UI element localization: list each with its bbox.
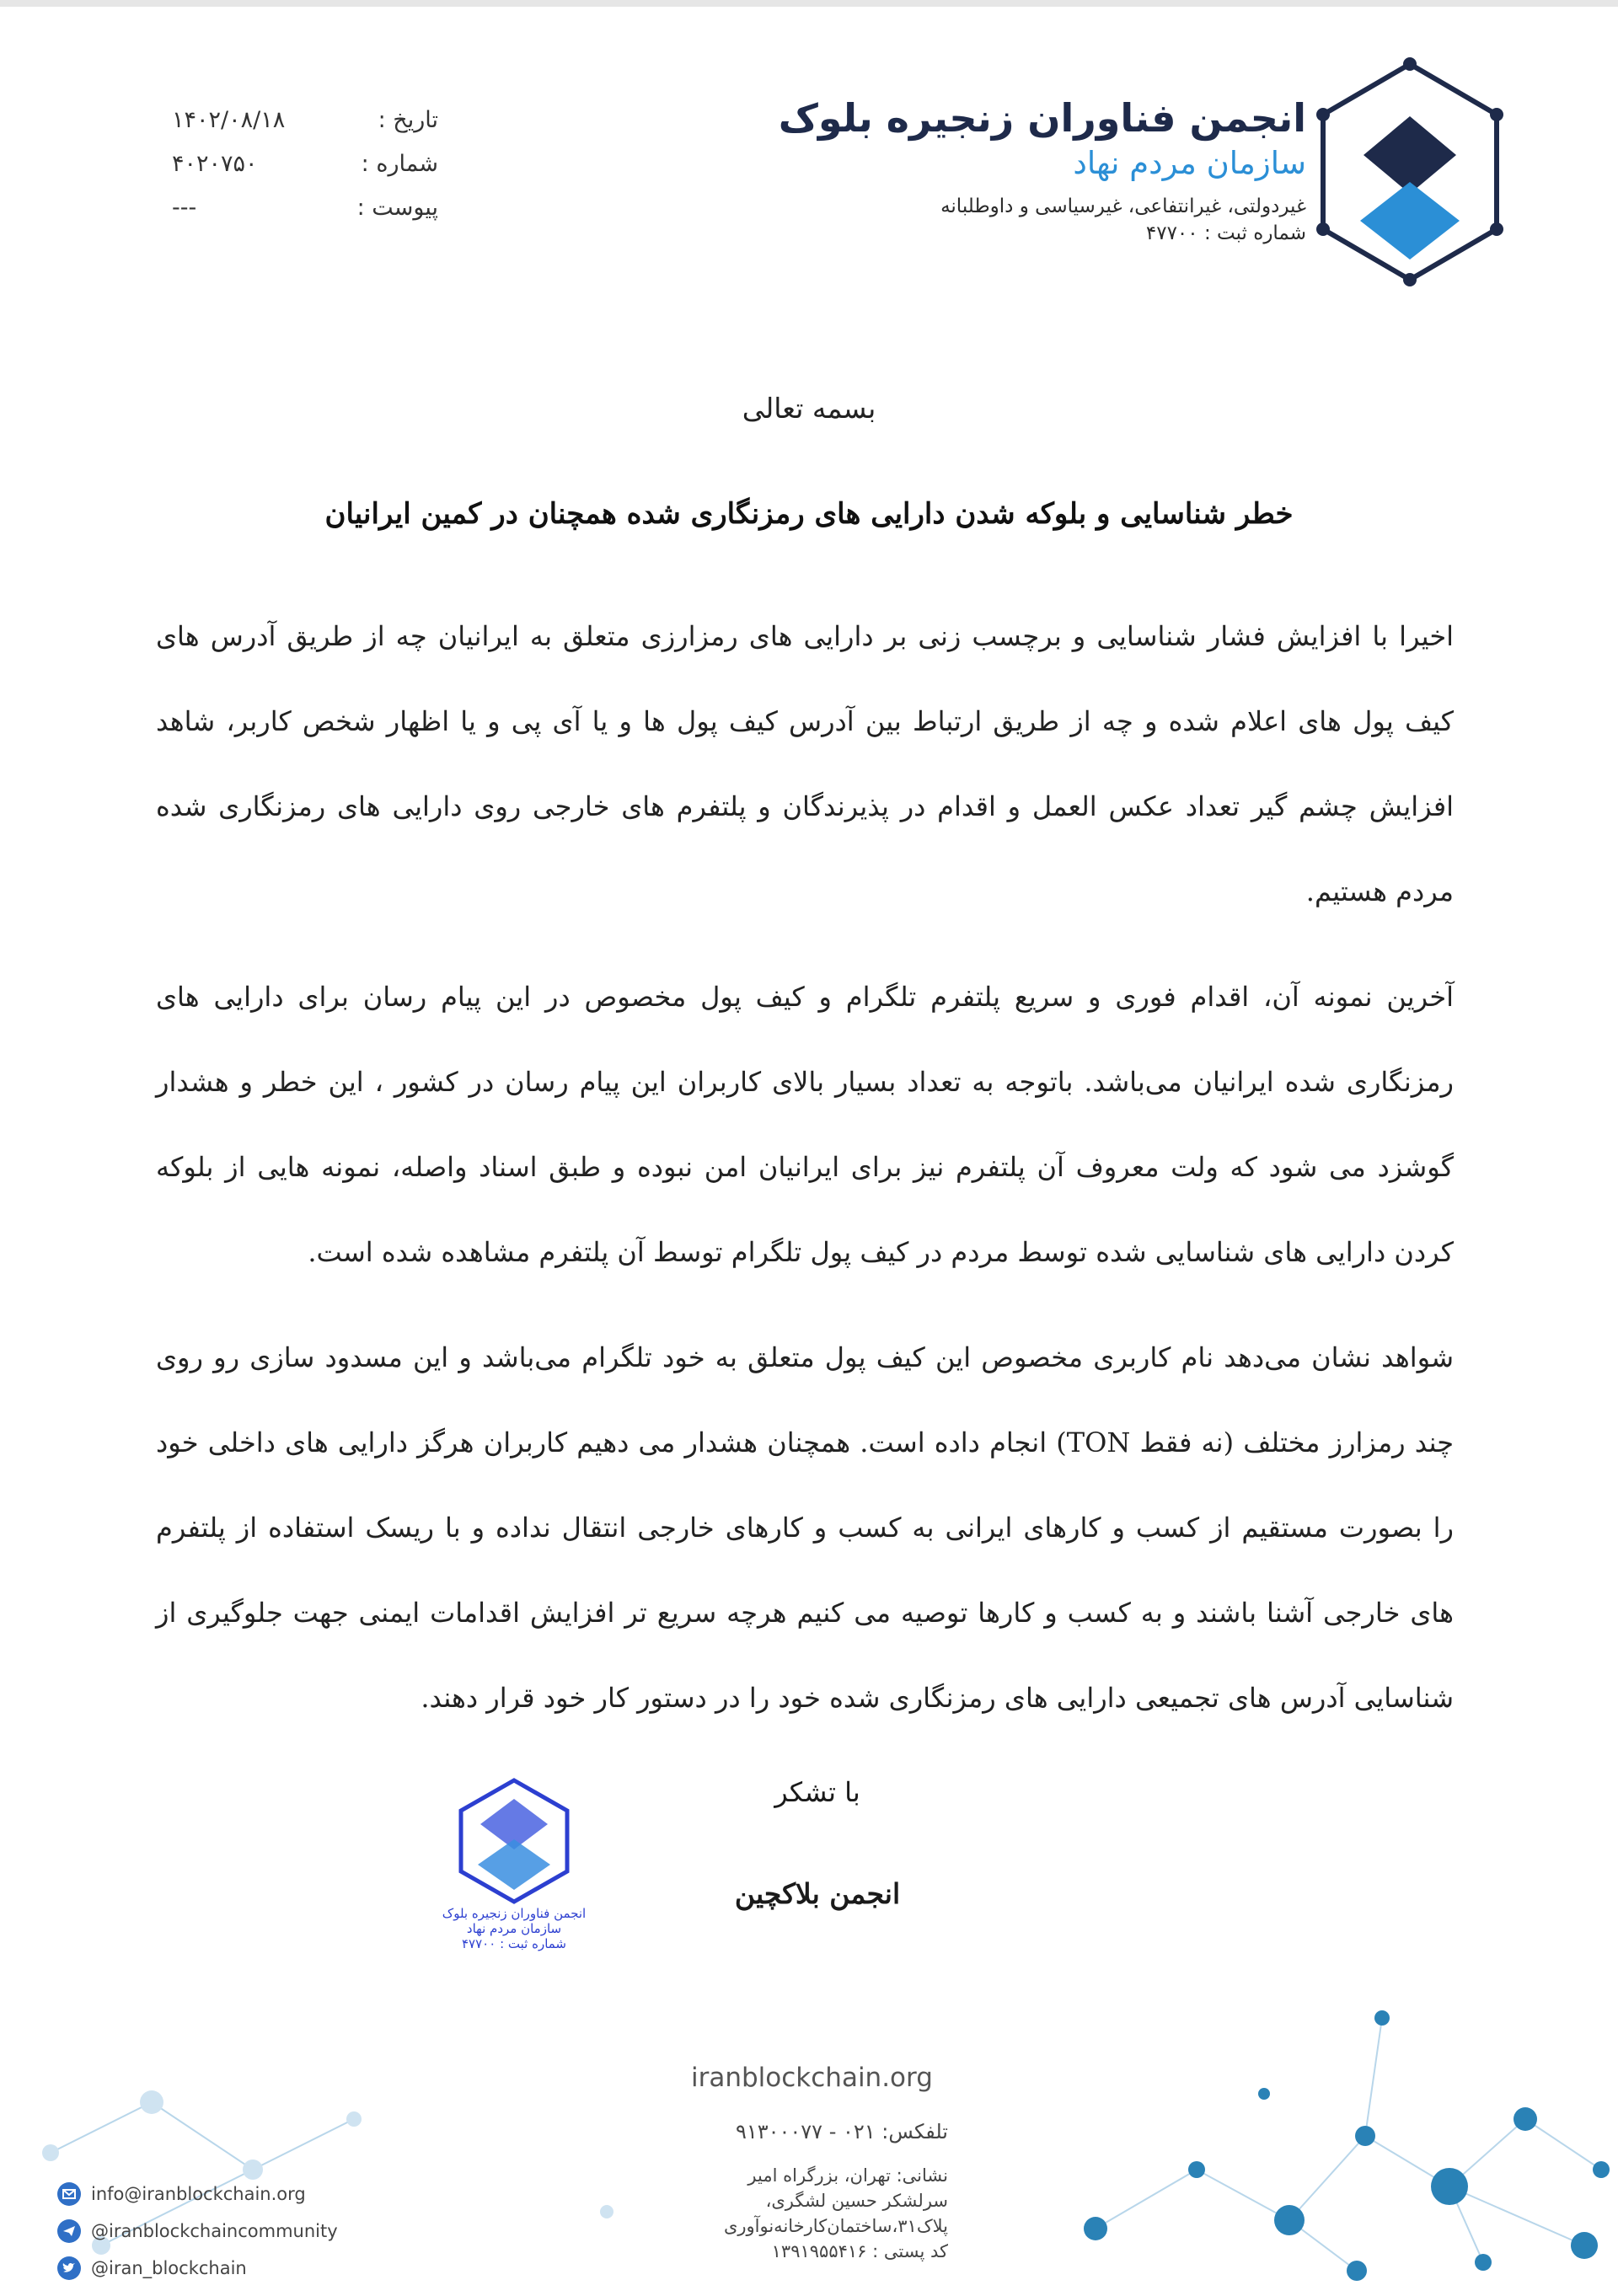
email-icon xyxy=(57,2182,81,2206)
top-border xyxy=(0,0,1618,7)
org-name: انجمن فناوران زنجیره بلوک xyxy=(778,95,1306,141)
meta-attachment: پیوست : --- xyxy=(172,194,438,221)
address-line: نشانی: تهران، بزرگراه امیر xyxy=(747,2165,948,2186)
org-info xyxy=(716,94,1306,246)
social-email[interactable] xyxy=(57,2176,411,2213)
email-text: info@iranblockchain.org xyxy=(91,2184,306,2204)
letter-meta xyxy=(152,98,438,229)
social-twitter[interactable] xyxy=(57,2250,411,2287)
address-line: سرلشکر حسین لشگری، xyxy=(765,2191,948,2211)
bismillah: بسمه تعالی xyxy=(742,392,876,425)
address-line: پلاک۳۱،ساختمان‌کارخانه‌نوآوری xyxy=(723,2216,948,2236)
telegram-icon xyxy=(57,2219,81,2243)
social-links xyxy=(57,2176,411,2287)
website[interactable]: iranblockchain.org xyxy=(691,2063,933,2093)
social-telegram[interactable] xyxy=(57,2213,411,2250)
twitter-text: @iran_blockchain xyxy=(91,2258,247,2278)
org-registration: شماره ثبت : ۴۷۷۰۰ xyxy=(1145,222,1306,244)
stamp-text: انجمن فناوران زنجیره بلوک سازمان مردم نهاد شماره ثبت : ۴۷۷۰۰ xyxy=(442,1906,587,1951)
postal-code: کد پستی : ۱۳۹۱۹۵۵۴۱۶ xyxy=(771,2241,948,2261)
blockchain-logo-icon xyxy=(1311,56,1508,288)
org-description: غیردولتی، غیرانتفاعی، غیرسیاسی و داوطلبانه xyxy=(940,195,1306,217)
meta-date: تاریخ : ۱۴۰۲/۰۸/۱۸ xyxy=(172,106,438,133)
telegram-text: @iranblockchaincommunity xyxy=(91,2221,338,2241)
paragraph: شواهد نشان می‌دهد نام کاربری مخصوص این کیف پول متعلق به خود تلگرام می‌باشد و این مسدود سازی رو روی چند رمزارز مختلف (نه فقط TON) انجام داده است. همچنان هشدار می دهیم کاربران هرگز دارایی های داخلی خود را بصورت مستقیم از کسب و کارهای ایرانی به کسب و کارهای خارجی انتقال نداده و با ریسک استفاده از پلتفرم های خارجی آشنا باشند و به کسب و کارها توصیه می کنیم هرچه سریع تر افزایش اقدامات ایمنی جهت جلوگیری از شناسایی آدرس های تجمیعی دارایی های رمزنگاری شده خود را در دستور کار خود قرار دهند. xyxy=(156,1341,1455,1714)
paragraph: اخیرا با افزایش فشار شناسایی و برچسب زنی بر دارایی های رمزارزی متعلق به ایرانیان چه از طریق آدرس های کیف پول های اعلام شده و چه از طریق ارتباط بین آدرس کیف پول ها و یا آی پی و یا اظهار شخص کاربر، شاهد افزایش چشم گیر تعداد عکس العمل و اقدام در پذیرندگان و پلتفرم های خارجی روی دارایی های رمزنگاری شده مردم هستیم. xyxy=(156,620,1455,907)
twitter-icon xyxy=(57,2256,81,2280)
contact-info xyxy=(691,2119,948,2264)
paragraph: آخرین نمونه آن، اقدام فوری و سریع پلتفرم تلگرام و کیف پول مخصوص در این پیام رسان برای دارایی های رمزنگاری شده ایرانیان می‌باشد. باتوجه به تعداد بسیار بالای کاربران این پیام رسان در کشور ، این خطر و هشدار گوشزد می شود که ولت معروف آن پلتفرم نیز برای ایرانیان امن نبوده و طبق اسناد واصله، نمونه هایی از بلوکه کردن دارایی های شناسایی شده توسط مردم در کیف پول تلگرام توسط آن پلتفرم مشاهده شده است. xyxy=(156,981,1455,1268)
signature: انجمن بلاکچین xyxy=(734,1877,901,1910)
letter-title: خطر شناسایی و بلوکه شدن دارایی های رمزنگاری شده همچنان در کمین ایرانیان xyxy=(324,497,1294,531)
org-type: سازمان مردم نهاد xyxy=(1073,145,1306,181)
phone: تلفکس: ۰۲۱ - ۹۱۳۰۰۰۷۷ xyxy=(735,2120,948,2143)
closing: با تشکر xyxy=(774,1776,860,1808)
letter-body xyxy=(156,594,1454,1761)
meta-number: شماره : ۴۰۲۰۷۵۰ xyxy=(172,150,438,177)
